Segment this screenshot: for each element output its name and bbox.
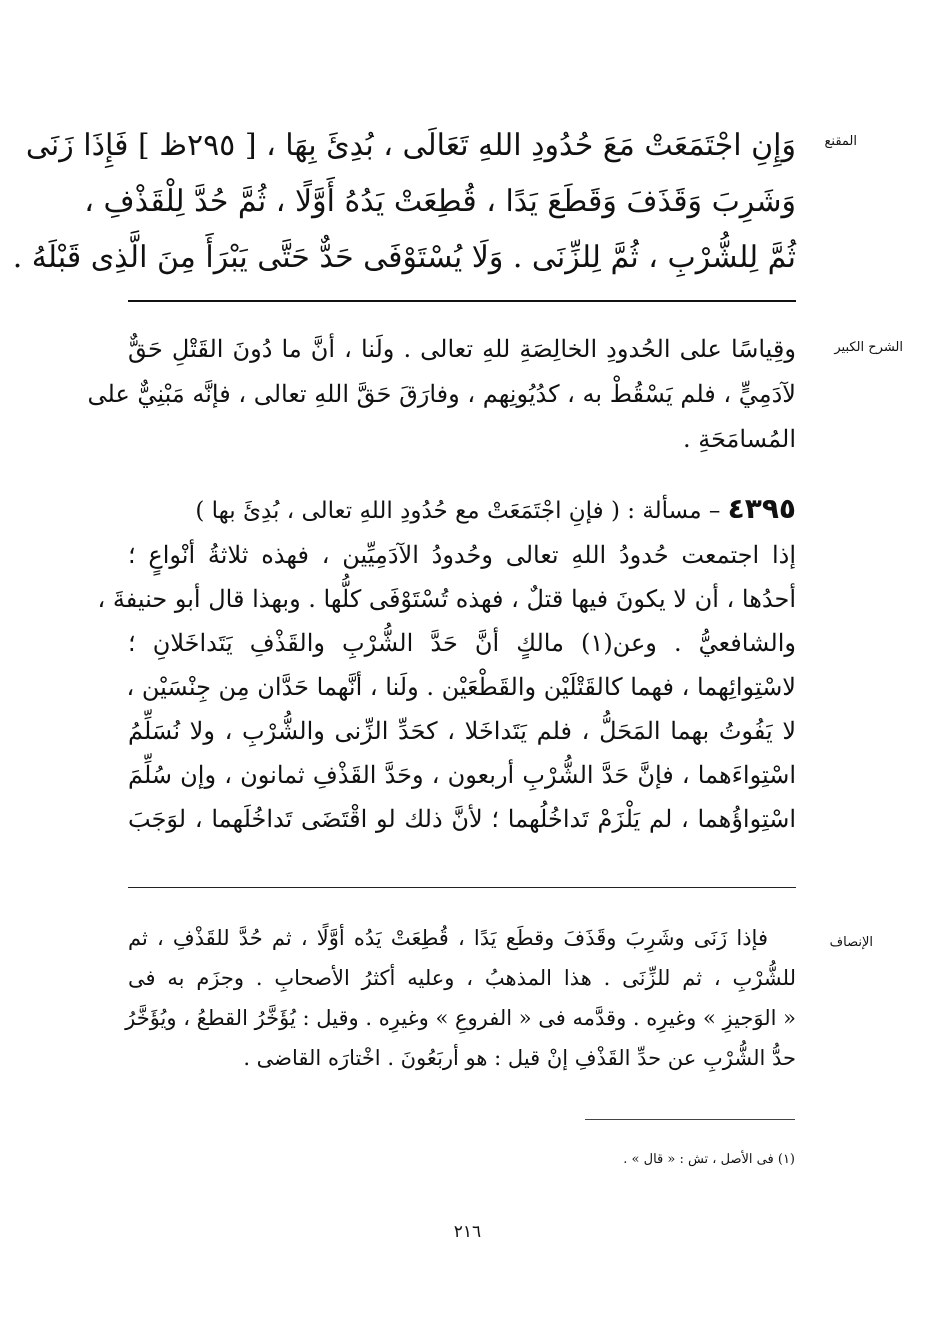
sharh-p2-line-6: اسْتِواءَهما ، فإنَّ حَدَّ الشُّرْبِ أربعون ، وحَدَّ القَذْفِ ثمانون ، وإن سُلِّمَ <box>128 761 796 789</box>
muqni-line-2: وَشَرِبَ وَقَذَفَ وَقَطَعَ يَدًا ، قُطِعَتْ يَدُهُ أَوَّلًا ، ثُمَّ حُدَّ لِلْقَذْفِ ، <box>84 184 796 219</box>
masala-heading: – مسألة : ( فإنِ اجْتَمَعَتْ مع حُدُودِ اللهِ تعالى ، بُدِئَ بها ) <box>195 498 721 524</box>
sharh-line-3: المُسامَحَةِ . <box>682 425 796 453</box>
footnote-divider <box>585 1119 795 1120</box>
insaf-line-2: للشُّرْبِ ، ثم للزِّنَى . هذا المذهبُ ، وعليه أكثرُ الأصحابِ . وجزَم به فى <box>128 966 796 990</box>
sharh-p2-line-4: لاسْتِوائِهما ، فهما كالقَتْلَيْن والقَطْعَيْن . ولَنا ، أنَّهما حَدَّان مِن جِنْسَيْن ، <box>126 673 796 701</box>
footnote: (١) فى الأصل ، تش : « قال » . <box>623 1152 795 1167</box>
muqni-line-3: ثُمَّ لِلشُّرْبِ ، ثُمَّ لِلزِّنَى . وَلَا يُسْتَوْفَى حَدٌّ حَتَّى يَبْرَأَ مِنَ الَّذِى قَبْلَهُ . <box>12 240 796 275</box>
insaf-label: الإنصاف <box>829 935 873 950</box>
sharh-para-1 <box>87 327 796 462</box>
page-number: ٢١٦ <box>453 1222 482 1242</box>
muqni-text <box>12 118 796 286</box>
sharh-line-2: لآدَمِيٍّ ، فلم يَسْقُطْ به ، كدُيُونِهم ، وفارَقَ حَقَّ اللهِ تعالى ، فإنَّه مَبْنِيٌّ على <box>87 380 796 408</box>
sharh-line-1: وقِياسًا على الحُدودِ الخالِصَةِ للهِ تعالى . ولَنا ، أنَّ ما دُونَ القَتْلِ حَقٌّ <box>128 335 796 363</box>
sharh-p2-line-7: اسْتِواؤُهما ، لم يَلْزَمْ تَداخُلُهما ؛ لأنَّ ذلك لو اقْتَضَى تَداخُلَهما ، لوَجَبَ <box>128 805 796 833</box>
sharh-para-2 <box>97 533 797 841</box>
sharh-divider <box>128 887 796 888</box>
muqni-label: المقنع <box>824 134 857 149</box>
muqni-divider <box>128 300 796 302</box>
masala-number: ٤٣٩٥ <box>727 492 796 525</box>
sharh-p2-line-2: أحدُها ، أن لا يكونَ فيها قتلٌ ، فهذه تُسْتَوْفَى كلُّها . وبهذا قال أبو حنيفةَ ، <box>97 585 796 613</box>
sharh-p2-line-5: لا يَفُوتُ بهما المَحَلُّ ، فلم يَتَداخَلا ، كحَدِّ الزِّنى والشُّرْبِ ، ولا نُسَلِّمُ <box>128 717 796 745</box>
insaf-line-4: حدُّ الشُّرْبِ عن حدِّ القَذْفِ إنْ قيل : هو أربَعُونَ . اخْتارَه القاضى . <box>243 1046 796 1070</box>
insaf-text <box>125 918 796 1078</box>
sharh-p2-line-1: إذا اجتمعت حُدودُ اللهِ تعالى وحُدودُ الآدَمِيِّين ، فهذه ثلاثةُ أنْواعٍ ؛ <box>128 541 796 569</box>
masala-heading-row <box>128 488 796 532</box>
sharh-p2-line-3: والشافعيُّ . وعن(١) مالكٍ أنَّ حَدَّ الشُّرْبِ والقَذْفِ يَتَداخَلانِ ؛ <box>128 629 797 657</box>
muqni-line-1: وَإِنِ اجْتَمَعَتْ مَعَ حُدُودِ اللهِ تَعَالَى ، بُدِئَ بِهَا ، [ ٢٩٥ظ ] فَإِذَا زَنَى <box>25 128 796 163</box>
insaf-line-1: فإذا زَنَى وشَرِبَ وقَذَفَ وقطَع يَدًا ، قُطِعَتْ يَدُه أوَّلًا ، ثم حُدَّ للقَذْفِ ، ثم <box>128 926 768 950</box>
insaf-line-3: « الوَجيزِ » وغيرِه . وقدَّمه فى « الفروعِ » وغيرِه . وقيل : يُؤَخَّرُ القطعُ ، ويُؤَخَّرُ <box>125 1006 796 1030</box>
sharh-label: الشرح الكبير <box>834 340 903 355</box>
